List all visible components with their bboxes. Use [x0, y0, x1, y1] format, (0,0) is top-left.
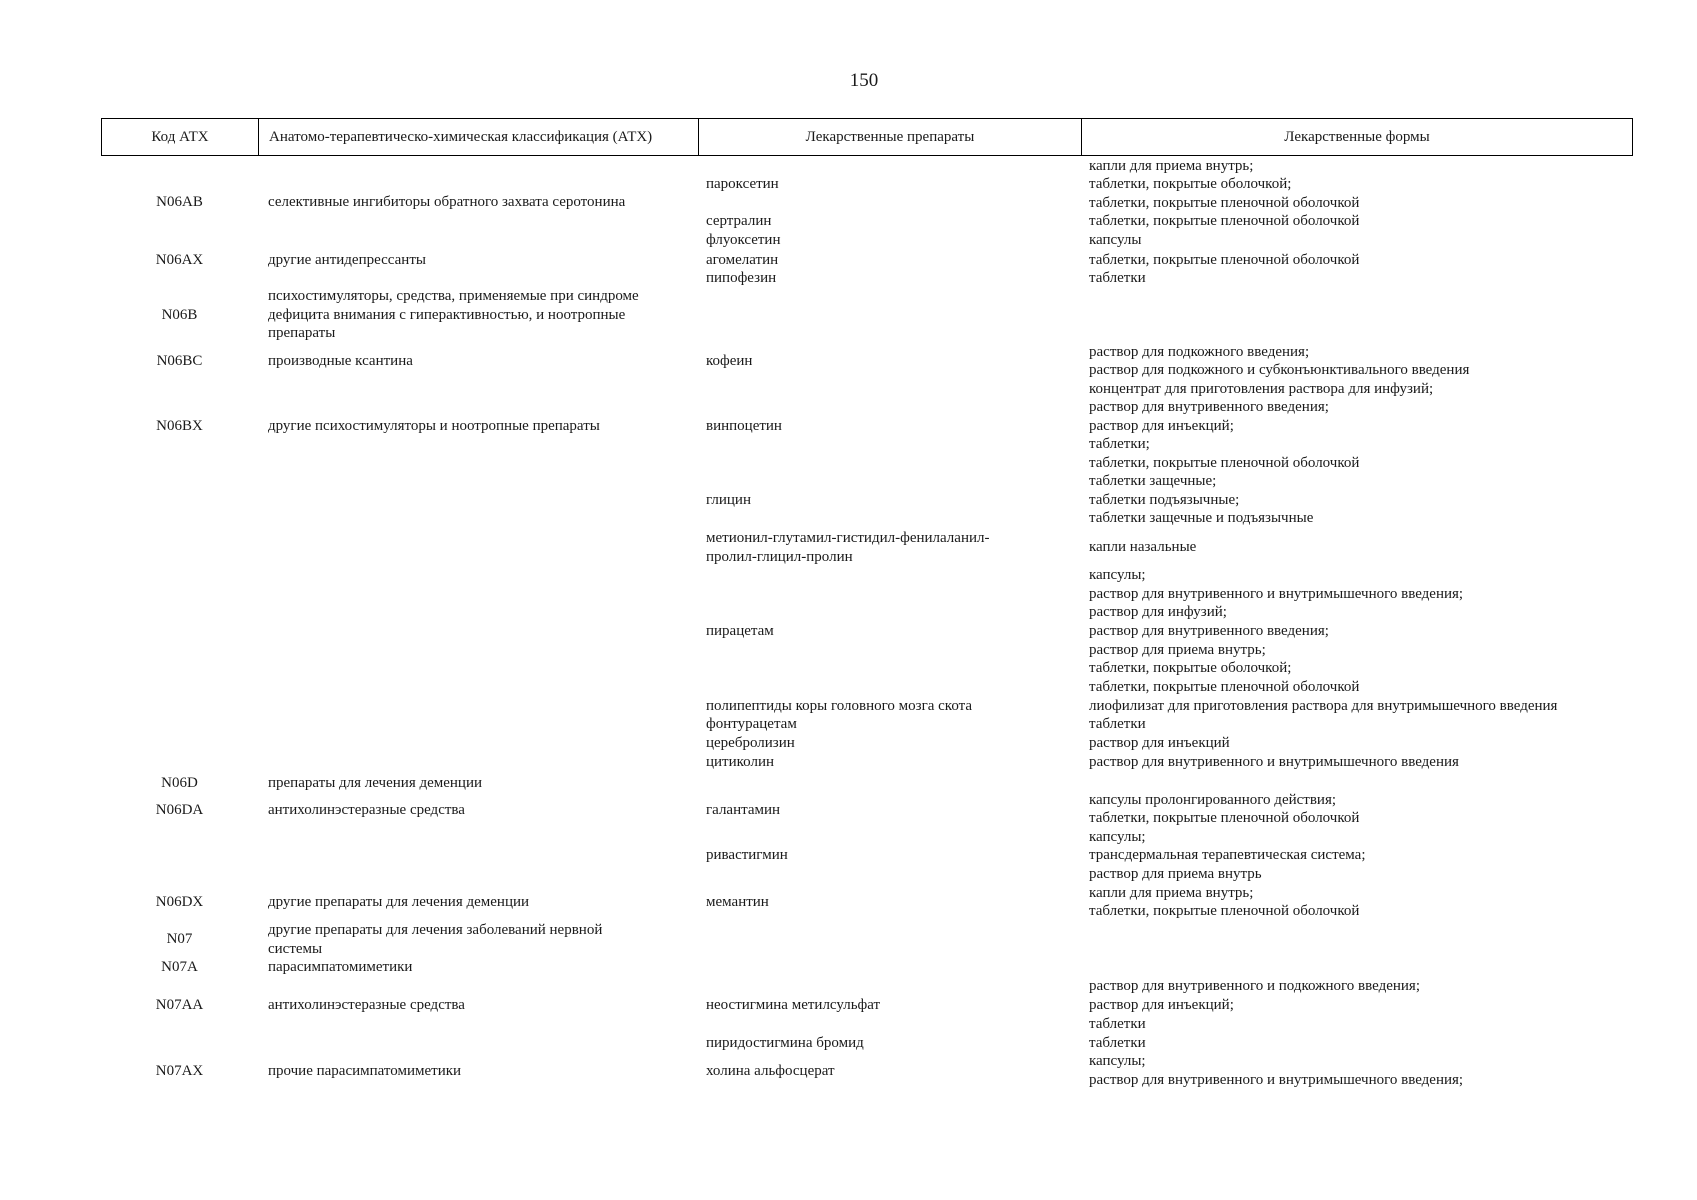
dosage-form: раствор для инфузий;: [1089, 604, 1227, 620]
dosage-form: капсулы;: [1089, 829, 1146, 845]
drug-name: ривастигмин: [706, 847, 788, 863]
dosage-form: капли назальные: [1089, 539, 1197, 555]
dosage-form: таблетки защечные и подъязычные: [1089, 510, 1314, 526]
header-classification: Анатомо-терапевтическо-химическая классификация (АТХ): [259, 119, 699, 155]
drug-name: пипофезин: [706, 270, 777, 286]
classification-text: другие антидепрессанты: [268, 252, 426, 268]
drug-name: винпоцетин: [706, 418, 782, 434]
drug-name: пирацетам: [706, 623, 774, 639]
classification-text: другие препараты для лечения деменции: [268, 894, 530, 910]
classification-text: антихолинэстеразные средства: [268, 802, 465, 818]
dosage-form: таблетки, покрытые оболочкой;: [1089, 660, 1292, 676]
dosage-form: таблетки, покрытые пленочной оболочкой: [1089, 252, 1360, 268]
dosage-form: капли для приема внутрь;: [1089, 885, 1254, 901]
dosage-form: лиофилизат для приготовления раствора для внутримышечного введения: [1089, 698, 1558, 714]
drug-name: цитиколин: [706, 754, 775, 770]
dosage-form: таблетки;: [1089, 436, 1150, 452]
dosage-form: раствор для инъекций: [1089, 735, 1230, 751]
atc-code: N06DX: [155, 894, 204, 910]
dosage-form: таблетки, покрытые пленочной оболочкой: [1089, 195, 1360, 211]
classification-text: другие препараты для лечения заболеваний нервной: [268, 922, 603, 938]
dosage-form: раствор для приема внутрь;: [1089, 642, 1266, 658]
classification-text: системы: [268, 941, 323, 957]
dosage-form: таблетки, покрытые пленочной оболочкой: [1089, 213, 1360, 229]
dosage-form: раствор для приема внутрь: [1089, 866, 1262, 882]
dosage-form: концентрат для приготовления раствора для инфузий;: [1089, 381, 1434, 397]
atc-code: N07A: [161, 959, 198, 975]
dosage-form: капсулы;: [1089, 567, 1146, 583]
dosage-form: раствор для инъекций;: [1089, 997, 1234, 1013]
dosage-form: трансдермальная терапевтическая система;: [1089, 847, 1366, 863]
dosage-form: раствор для внутривенного и подкожного введения;: [1089, 978, 1421, 994]
classification-text: селективные ингибиторы обратного захвата серотонина: [268, 194, 626, 210]
classification-text: антихолинэстеразные средства: [268, 997, 465, 1013]
drug-name: пролил-глицил-пролин: [706, 549, 853, 565]
classification-text: другие психостимуляторы и ноотропные препараты: [268, 418, 600, 434]
classification-text: дефицита внимания с гиперактивностью, и ноотропные: [268, 307, 626, 323]
atc-code: N06B: [161, 307, 198, 323]
drug-name: мемантин: [706, 894, 769, 910]
header-forms: Лекарственные формы: [1284, 128, 1430, 145]
atc-code: N07AX: [155, 1063, 204, 1079]
dosage-form: таблетки, покрытые пленочной оболочкой: [1089, 903, 1360, 919]
dosage-form: капсулы;: [1089, 1053, 1146, 1069]
classification-text: психостимуляторы, средства, применяемые при синдроме: [268, 288, 639, 304]
drug-name: глицин: [706, 492, 751, 508]
classification-text: препараты для лечения деменции: [268, 775, 483, 791]
dosage-form: раствор для внутривенного и внутримышечного введения;: [1089, 586, 1464, 602]
drug-name: фонтурацетам: [706, 716, 797, 732]
header-drugs: Лекарственные препараты: [699, 119, 1082, 155]
dosage-form: таблетки, покрытые пленочной оболочкой: [1089, 810, 1360, 826]
drug-name: пароксетин: [706, 176, 779, 192]
dosage-form: раствор для внутривенного и внутримышечного введения: [1089, 754, 1459, 770]
dosage-form: таблетки: [1089, 716, 1146, 732]
dosage-form: таблетки, покрытые пленочной оболочкой: [1089, 679, 1360, 695]
drug-name: церебролизин: [706, 735, 795, 751]
dosage-form: таблетки подъязычные;: [1089, 492, 1240, 508]
classification-text: прочие парасимпатомиметики: [268, 1063, 462, 1079]
drug-name: галантамин: [706, 802, 781, 818]
header-code: Код АТХ: [102, 119, 259, 155]
atc-code: N06DA: [155, 802, 204, 818]
atc-code: N06D: [161, 775, 198, 791]
dosage-form: раствор для подкожного введения;: [1089, 344, 1310, 360]
dosage-form: таблетки, покрытые пленочной оболочкой: [1089, 455, 1360, 471]
drug-name: агомелатин: [706, 252, 779, 268]
dosage-form: таблетки: [1089, 1016, 1146, 1032]
dosage-form: раствор для внутривенного и внутримышечного введения;: [1089, 1072, 1464, 1088]
dosage-form: раствор для внутривенного введения;: [1089, 399, 1329, 415]
drug-name: неостигмина метилсульфат: [706, 997, 881, 1013]
dosage-form: таблетки, покрытые оболочкой;: [1089, 176, 1292, 192]
dosage-form: раствор для подкожного и субконъюнктивального введения: [1089, 362, 1470, 378]
atc-code: N06BC: [156, 353, 203, 369]
atc-code: N06AX: [155, 252, 204, 268]
dosage-form: капсулы пролонгированного действия;: [1089, 792, 1337, 808]
atc-code: N06BX: [156, 418, 203, 434]
drug-name: полипептиды коры головного мозга скота: [706, 698, 973, 714]
classification-text: препараты: [268, 325, 336, 341]
drug-name: метионил-глутамил-гистидил-фенилаланил-: [706, 530, 990, 546]
dosage-form: таблетки: [1089, 1035, 1146, 1051]
drug-name: сертралин: [706, 213, 772, 229]
classification-text: парасимпатомиметики: [268, 959, 413, 975]
atc-code: N06AB: [156, 194, 203, 210]
dosage-form: раствор для инъекций;: [1089, 418, 1234, 434]
atc-code: N07: [166, 931, 193, 947]
classification-text: производные ксантина: [268, 353, 413, 369]
drug-name: холина альфосцерат: [706, 1063, 835, 1079]
dosage-form: капсулы: [1089, 232, 1142, 248]
atc-code: N07AA: [155, 997, 204, 1013]
dosage-form: таблетки: [1089, 270, 1146, 286]
dosage-form: таблетки защечные;: [1089, 473, 1217, 489]
page-number: 150: [849, 70, 879, 91]
drug-name: пиридостигмина бромид: [706, 1035, 864, 1051]
dosage-form: капли для приема внутрь;: [1089, 158, 1254, 174]
drug-name: флуоксетин: [706, 232, 781, 248]
dosage-form: раствор для внутривенного введения;: [1089, 623, 1329, 639]
drug-name: кофеин: [706, 353, 753, 369]
